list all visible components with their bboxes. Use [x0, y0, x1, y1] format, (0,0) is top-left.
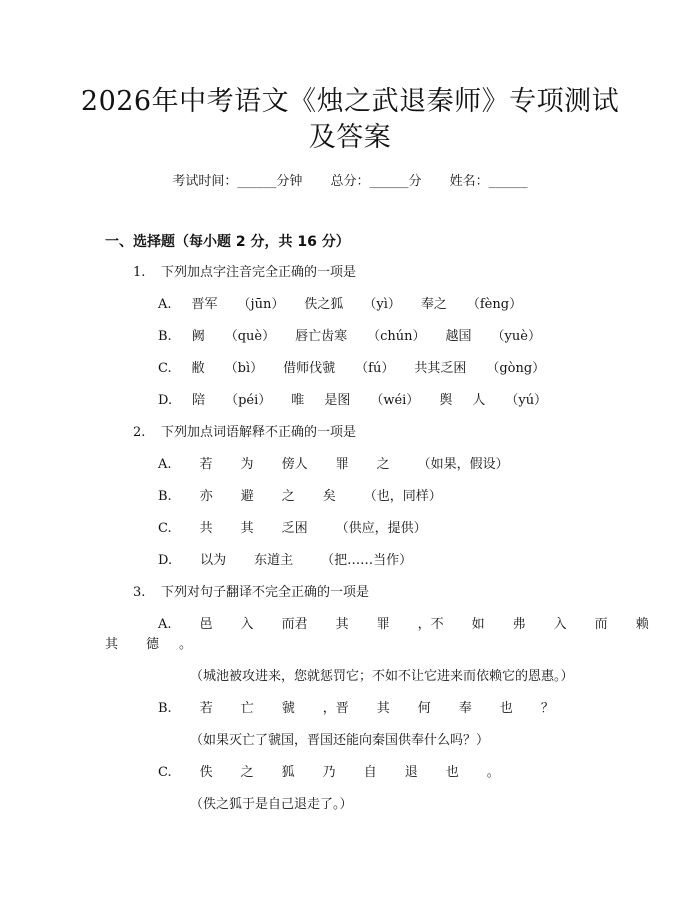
option-word: 唯: [291, 393, 305, 408]
option-word: 如: [471, 617, 485, 632]
q1-option-d: [158, 389, 567, 408]
q1-option-a: [158, 293, 542, 312]
option-word: 佚之狐: [304, 297, 344, 312]
q3-option-a-line2: [105, 633, 192, 652]
option-word: 其: [376, 701, 390, 716]
q1-option-c: [158, 357, 565, 376]
option-word: 唇亡齿寒: [295, 329, 348, 344]
question-text: 下列加点字注音完全正确的一项是: [161, 265, 357, 280]
option-meaning: （把……当作）: [321, 553, 413, 568]
option-word: 敝: [191, 361, 205, 376]
option-letter: B.: [158, 489, 172, 504]
option-pinyin: （fèng）: [466, 297, 523, 312]
option-word: 若: [199, 457, 213, 472]
question-text: 下列加点词语解释不正确的一项是: [161, 425, 357, 440]
question-text: 下列对句子翻译不完全正确的一项是: [161, 585, 370, 600]
option-word: ，晋: [322, 701, 349, 716]
option-word: ，不: [417, 617, 444, 632]
q2-option-d: [158, 549, 432, 568]
option-word: 乃: [322, 765, 336, 780]
option-word: 阙: [191, 329, 205, 344]
option-pinyin: （què）: [224, 329, 276, 344]
option-word: 也: [499, 701, 513, 716]
q2-option-a: [158, 453, 529, 472]
q1-option-b: [158, 325, 561, 344]
q2-option-b: [158, 485, 462, 504]
exam-title-line1: 2026年中考语文《烛之武退秦师》专项测试: [80, 86, 620, 117]
q3-option-a-translation: （城池被攻进来，您就惩罚它；不如不让它进来而依赖它的恩惠。）: [190, 669, 574, 684]
option-word: 佚: [199, 765, 213, 780]
option-letter: A.: [158, 617, 172, 632]
option-letter: A.: [158, 297, 172, 312]
option-meaning: （也，同样）: [363, 489, 442, 504]
option-word: 舆: [439, 393, 453, 408]
option-word: 为: [240, 457, 254, 472]
option-word: 赖: [635, 617, 649, 632]
exam-time-field: 考试时间：______分钟: [172, 174, 303, 189]
option-letter: B.: [158, 701, 172, 716]
q3-option-b: [158, 697, 574, 716]
option-word: 亡: [240, 701, 254, 716]
option-meaning: （如果，假设）: [417, 457, 509, 472]
question-1: [133, 261, 356, 280]
option-word: 弗: [512, 617, 526, 632]
option-pinyin: （yú）: [505, 393, 548, 408]
option-letter: C.: [158, 521, 172, 536]
option-word: 邑: [199, 617, 213, 632]
option-word: 。: [179, 637, 193, 652]
option-word: 而君: [281, 617, 308, 632]
option-word: 亦: [199, 489, 213, 504]
option-word: 晋军: [191, 297, 218, 312]
option-word: ？: [540, 701, 554, 716]
option-word: 共其乏困: [414, 361, 467, 376]
option-pinyin: （yì）: [363, 297, 401, 312]
option-word: 也: [445, 765, 459, 780]
option-word: 退: [404, 765, 418, 780]
option-word: 越国: [445, 329, 472, 344]
option-word: 狐: [281, 765, 295, 780]
question-2: [133, 421, 356, 440]
option-word: 人: [472, 393, 486, 408]
total-score-field: 总分：______分: [330, 174, 422, 189]
option-letter: B.: [158, 329, 172, 344]
option-pinyin: （jūn）: [237, 297, 285, 312]
option-word: 东道主: [254, 553, 294, 568]
question-3: [133, 581, 369, 600]
option-word: 德: [146, 637, 160, 652]
option-pinyin: （gòng）: [486, 361, 546, 376]
option-word: 其: [335, 617, 349, 632]
option-word: 何: [417, 701, 431, 716]
option-word: 罪: [335, 457, 349, 472]
option-pinyin: （bì）: [224, 361, 264, 376]
option-word: 乏困: [281, 521, 308, 536]
exam-info-row: [0, 170, 700, 189]
option-letter: A.: [158, 457, 172, 472]
option-word: 入: [553, 617, 567, 632]
option-word: 之: [281, 489, 295, 504]
option-word: 其: [105, 637, 119, 652]
option-word: 以为: [200, 553, 227, 568]
option-word: 罪: [376, 617, 390, 632]
option-word: 自: [363, 765, 377, 780]
option-word: 。: [486, 765, 500, 780]
option-word: 之: [376, 457, 390, 472]
option-word: 其: [240, 521, 254, 536]
option-word: 陪: [192, 393, 206, 408]
option-word: 借师伐虢: [283, 361, 336, 376]
option-letter: D.: [158, 553, 173, 568]
option-word: 奉之: [420, 297, 447, 312]
option-meaning: （供应，提供）: [335, 521, 427, 536]
option-word: 共: [199, 521, 213, 536]
option-letter: C.: [158, 361, 172, 376]
option-letter: D.: [158, 393, 173, 408]
option-word: 奉: [458, 701, 472, 716]
option-word: 是图: [324, 393, 351, 408]
student-name-field: 姓名：______: [449, 174, 528, 189]
q3-option-c: [158, 761, 520, 780]
option-word: 入: [240, 617, 254, 632]
question-number: 1.: [133, 265, 146, 280]
option-word: 矣: [322, 489, 336, 504]
section-heading: 一、选择题（每小题 2 分，共 16 分）: [105, 234, 350, 250]
option-pinyin: （chún）: [367, 329, 426, 344]
q3-option-c-translation: （佚之狐于是自己退走了。）: [190, 797, 353, 812]
option-word: 而: [594, 617, 608, 632]
option-word: 若: [199, 701, 213, 716]
exam-title-line2: 及答案: [308, 122, 392, 153]
option-pinyin: （wéi）: [370, 393, 420, 408]
q2-option-c: [158, 517, 447, 536]
q3-option-b-translation: （如果灭亡了虢国，晋国还能向秦国供奉什么吗？）: [190, 733, 490, 748]
question-number: 3.: [133, 585, 146, 600]
option-word: 避: [240, 489, 254, 504]
option-pinyin: （fú）: [355, 361, 395, 376]
option-letter: C.: [158, 765, 172, 780]
option-pinyin: （yuè）: [491, 329, 541, 344]
option-pinyin: （péi）: [225, 393, 272, 408]
option-word: 虢: [281, 701, 295, 716]
option-word: 之: [240, 765, 254, 780]
q3-option-a-line1: [158, 613, 669, 632]
question-number: 2.: [133, 425, 146, 440]
option-word: 傍人: [281, 457, 308, 472]
